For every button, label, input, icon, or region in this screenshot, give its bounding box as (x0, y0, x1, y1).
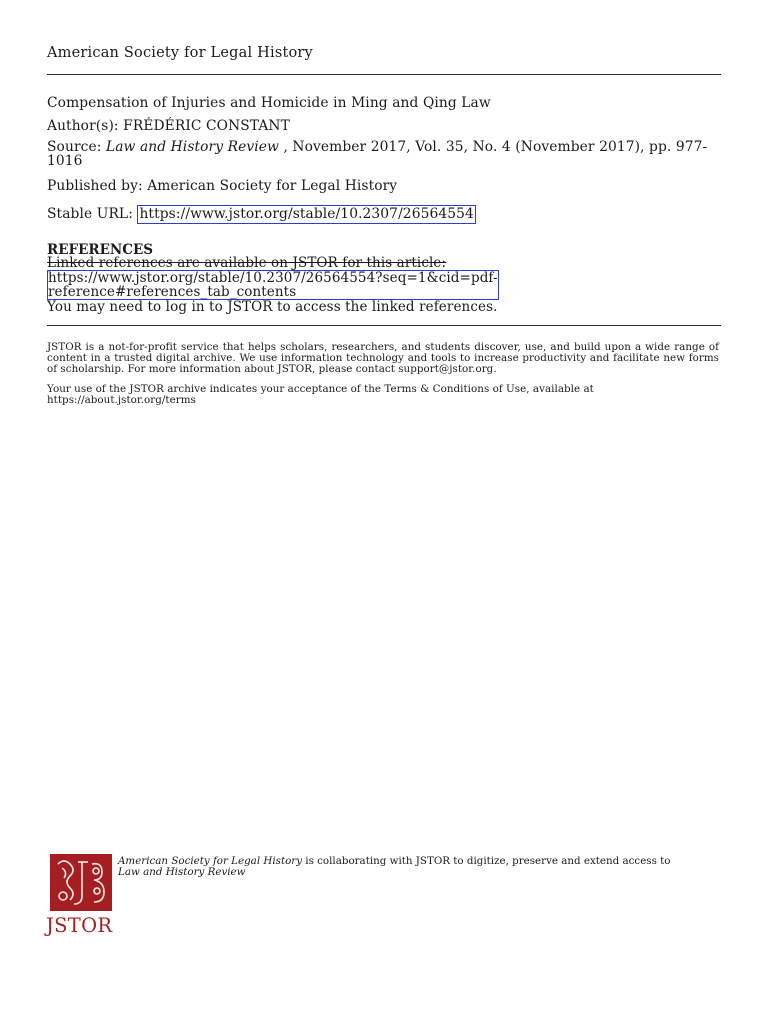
references-link-line1[interactable]: https://www.jstor.org/stable/10.2307/26564554?seq=1&cid=pdf- (48, 270, 498, 286)
collab-journal: Law and History Review (118, 866, 246, 878)
references-heading: REFERENCES (47, 242, 154, 258)
references-link-line2[interactable]: reference#references_tab_contents (48, 284, 297, 300)
references-link[interactable] (47, 270, 499, 300)
article-source (47, 140, 723, 168)
jstor-logo-icon (50, 854, 112, 911)
collab-middle: is collaborating with JSTOR to digitize, preserve and extend access to (302, 855, 671, 867)
collaboration-statement (118, 856, 678, 878)
references-body (47, 256, 737, 314)
source-details: , November 2017, Vol. 35, No. 4 (November 2017), pp. 977-1016 (47, 139, 708, 169)
references-note: You may need to log in to JSTOR to access the linked references. (47, 299, 498, 315)
terms-notice: Your use of the JSTOR archive indicates your acceptance of the Terms & Conditions of Use, available at https://about.jstor.org/terms (47, 383, 594, 406)
publisher-header: American Society for Legal History (47, 45, 313, 61)
article-authors: Author(s): FRÉDÉRIC CONSTANT (47, 118, 290, 134)
article-title: Compensation of Injuries and Homicide in Ming and Qing Law (47, 95, 491, 111)
header-divider (47, 74, 721, 75)
collab-org: American Society for Legal History (118, 855, 303, 867)
body-divider (47, 325, 721, 326)
jstor-wordmark: JSTOR (46, 914, 113, 937)
stable-url-link[interactable]: https://www.jstor.org/stable/10.2307/26564554 (139, 206, 474, 222)
references-intro: Linked references are available on JSTOR for this article: (47, 255, 447, 271)
source-prefix: Source: (47, 139, 106, 155)
stable-url-label: Stable URL: (47, 206, 138, 222)
published-by: Published by: American Society for Legal History (47, 178, 398, 194)
jstor-notice: JSTOR is a not-for-profit service that helps scholars, researchers, and students discover, use, and build upon a wide range of content in a trusted digital archive. We use information technology and tools to increase productivity and facilitate new forms of scholarship. For more information about JSTOR, please contact support@jstor.org. (47, 341, 719, 375)
stable-url-row (47, 205, 476, 224)
source-journal: Law and History Review (105, 139, 279, 155)
